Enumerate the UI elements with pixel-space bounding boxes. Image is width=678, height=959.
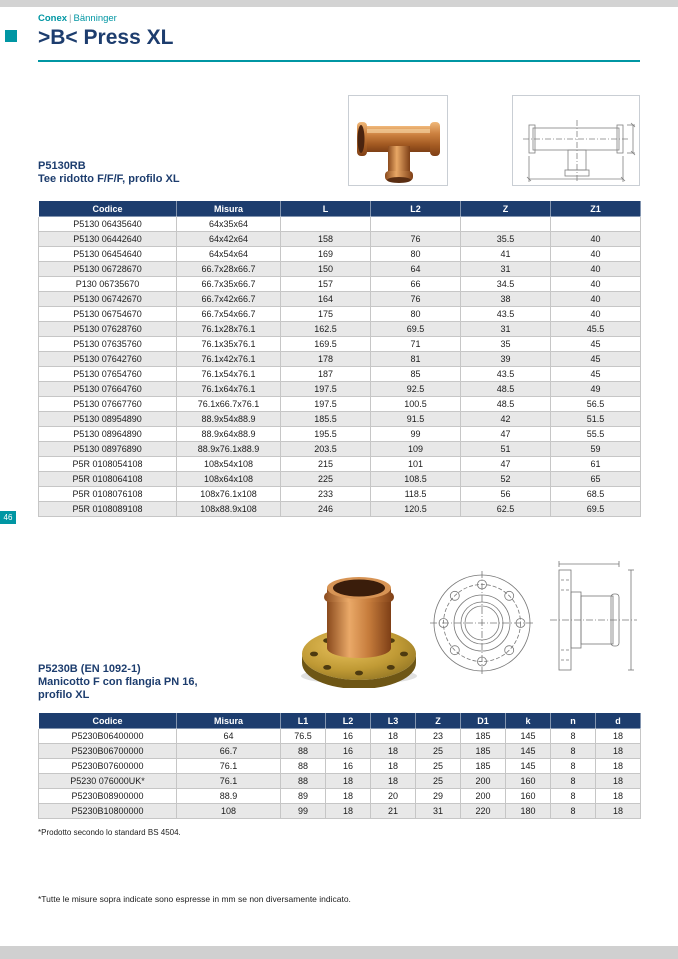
header-rule xyxy=(38,60,640,62)
brand-logo xyxy=(38,13,117,24)
section1-subtitle: Tee ridotto F/F/F, profilo XL xyxy=(38,173,180,185)
table-cell: 18 xyxy=(596,729,641,744)
table-cell: 178 xyxy=(281,352,371,367)
header-accent-square xyxy=(5,30,17,42)
table-cell: 45 xyxy=(551,337,641,352)
column-header: Z xyxy=(461,201,551,217)
table-cell: 108x88.9x108 xyxy=(177,502,281,517)
page-edge-top xyxy=(0,0,678,7)
column-header: Z xyxy=(416,713,461,729)
table-cell: P5230B07600000 xyxy=(39,759,177,774)
table-cell: 88 xyxy=(281,744,326,759)
table-cell: 34.5 xyxy=(461,277,551,292)
table-cell: 195.5 xyxy=(281,427,371,442)
table-cell: P5130 06728670 xyxy=(39,262,177,277)
table-cell: P5R 0108064108 xyxy=(39,472,177,487)
table-cell: P5130 07635760 xyxy=(39,337,177,352)
column-header: k xyxy=(506,713,551,729)
table-cell: 45 xyxy=(551,352,641,367)
table-cell: P5230B06400000 xyxy=(39,729,177,744)
table-row xyxy=(39,247,641,262)
table-cell: 108x64x108 xyxy=(177,472,281,487)
table-cell: 45 xyxy=(551,367,641,382)
table-cell: 88.9x64x88.9 xyxy=(177,427,281,442)
table-cell: P5130 07642760 xyxy=(39,352,177,367)
table-cell: 18 xyxy=(596,744,641,759)
table-cell: P5230 076000UK* xyxy=(39,774,177,789)
table-cell: 40 xyxy=(551,247,641,262)
table-cell: 76.1x66.7x76.1 xyxy=(177,397,281,412)
table-cell: 203.5 xyxy=(281,442,371,457)
table-cell: P5130 07664760 xyxy=(39,382,177,397)
table-cell: 25 xyxy=(416,759,461,774)
table-cell: 18 xyxy=(596,759,641,774)
table-cell: 158 xyxy=(281,232,371,247)
table-cell: 25 xyxy=(416,774,461,789)
column-header: D1 xyxy=(461,713,506,729)
table-row xyxy=(39,382,641,397)
table-cell: 18 xyxy=(596,804,641,819)
table-cell: 59 xyxy=(551,442,641,457)
table-cell: 55.5 xyxy=(551,427,641,442)
table-cell: P5130 06754670 xyxy=(39,307,177,322)
table-cell: 8 xyxy=(551,729,596,744)
table-cell: 47 xyxy=(461,457,551,472)
table-cell: 109 xyxy=(371,442,461,457)
table-cell: 145 xyxy=(506,729,551,744)
section1-heading xyxy=(38,160,180,186)
table-cell: 197.5 xyxy=(281,382,371,397)
table-cell: P5130 06742670 xyxy=(39,292,177,307)
table-cell: 69.5 xyxy=(371,322,461,337)
table-cell: 76.1x54x76.1 xyxy=(177,367,281,382)
table-cell: 215 xyxy=(281,457,371,472)
table-cell: 160 xyxy=(506,774,551,789)
table-row xyxy=(39,759,641,774)
table-cell: 31 xyxy=(461,322,551,337)
table-cell: 61 xyxy=(551,457,641,472)
table2-footnote: *Prodotto secondo lo standard BS 4504. xyxy=(38,828,181,837)
table-cell: 76 xyxy=(371,292,461,307)
table-cell: 108x54x108 xyxy=(177,457,281,472)
table-cell: 8 xyxy=(551,759,596,774)
table-cell: 64x35x64 xyxy=(177,217,281,232)
table-cell: 8 xyxy=(551,774,596,789)
table-row xyxy=(39,397,641,412)
table-row xyxy=(39,427,641,442)
table-row xyxy=(39,262,641,277)
table-cell: 21 xyxy=(371,804,416,819)
table-cell: 108 xyxy=(177,804,281,819)
table-cell: P5R 0108076108 xyxy=(39,487,177,502)
table-cell: 18 xyxy=(371,759,416,774)
flange-side-drawing xyxy=(545,558,640,685)
table-row xyxy=(39,217,641,232)
table-cell: 233 xyxy=(281,487,371,502)
flange-dimensions-table xyxy=(38,712,641,819)
table-cell: P5130 07654760 xyxy=(39,367,177,382)
table-cell: 43.5 xyxy=(461,307,551,322)
column-header: Misura xyxy=(177,713,281,729)
table-cell: 200 xyxy=(461,774,506,789)
table-cell: 76.1 xyxy=(177,759,281,774)
table-cell: 56 xyxy=(461,487,551,502)
tee-technical-drawing xyxy=(513,96,639,185)
table-cell: 8 xyxy=(551,744,596,759)
table-row xyxy=(39,337,641,352)
flange-product-photo xyxy=(293,558,425,688)
tee-photo-box xyxy=(348,95,448,186)
table-cell: 88 xyxy=(281,759,326,774)
table-cell: 66.7x35x66.7 xyxy=(177,277,281,292)
table-cell: 89 xyxy=(281,789,326,804)
table-cell: 88.9x54x88.9 xyxy=(177,412,281,427)
table-cell: P5R 0108089108 xyxy=(39,502,177,517)
table-header-row xyxy=(39,201,641,217)
table-cell: 64 xyxy=(371,262,461,277)
table-cell: 197.5 xyxy=(281,397,371,412)
page-title: >B< Press XL xyxy=(38,26,174,49)
table-row xyxy=(39,277,641,292)
table-cell: 145 xyxy=(506,744,551,759)
table-cell: 99 xyxy=(281,804,326,819)
table-row xyxy=(39,292,641,307)
table-cell: 16 xyxy=(326,729,371,744)
tee-dimensions-table xyxy=(38,200,641,517)
table-cell: 150 xyxy=(281,262,371,277)
table-cell: 41 xyxy=(461,247,551,262)
table-row xyxy=(39,487,641,502)
column-header: n xyxy=(551,713,596,729)
table-cell: 88 xyxy=(281,774,326,789)
table-cell: 225 xyxy=(281,472,371,487)
column-header: L3 xyxy=(371,713,416,729)
table-cell: 40 xyxy=(551,307,641,322)
table-cell: 18 xyxy=(326,789,371,804)
table-cell: 185 xyxy=(461,729,506,744)
tee-drawing-box xyxy=(512,95,640,186)
table-row xyxy=(39,502,641,517)
table-cell xyxy=(371,217,461,232)
table-row xyxy=(39,789,641,804)
table-row xyxy=(39,457,641,472)
table-cell: P5130 07628760 xyxy=(39,322,177,337)
table-cell: 47 xyxy=(461,427,551,442)
table-cell: 66 xyxy=(371,277,461,292)
section1-code: P5130RB xyxy=(38,160,86,172)
table-cell: P5130 08976890 xyxy=(39,442,177,457)
table-cell: 8 xyxy=(551,789,596,804)
table-cell: 31 xyxy=(416,804,461,819)
table-cell: 35 xyxy=(461,337,551,352)
section2-subtitle-line1: Manicotto F con flangia PN 16, xyxy=(38,676,198,688)
table-cell: 29 xyxy=(416,789,461,804)
table-cell: 160 xyxy=(506,789,551,804)
table-cell: 65 xyxy=(551,472,641,487)
page-edge-bottom xyxy=(0,946,678,959)
table-cell: 20 xyxy=(371,789,416,804)
table-cell: 43.5 xyxy=(461,367,551,382)
table-cell: 71 xyxy=(371,337,461,352)
table-cell: 76.1x35x76.1 xyxy=(177,337,281,352)
table-cell: 40 xyxy=(551,262,641,277)
table-cell: 18 xyxy=(326,774,371,789)
table-cell: 180 xyxy=(506,804,551,819)
table-cell: 62.5 xyxy=(461,502,551,517)
table-cell: P5130 08954890 xyxy=(39,412,177,427)
column-header: d xyxy=(596,713,641,729)
column-header: L2 xyxy=(326,713,371,729)
table-row xyxy=(39,774,641,789)
table-cell: 81 xyxy=(371,352,461,367)
table-cell: P5230B08900000 xyxy=(39,789,177,804)
table-cell: 157 xyxy=(281,277,371,292)
table-cell: 91.5 xyxy=(371,412,461,427)
table-cell: 120.5 xyxy=(371,502,461,517)
table-cell: 48.5 xyxy=(461,382,551,397)
table-cell: 52 xyxy=(461,472,551,487)
table-cell: 64x42x64 xyxy=(177,232,281,247)
table-cell: 118.5 xyxy=(371,487,461,502)
tee-product-photo xyxy=(349,96,447,185)
table-cell: 88.9x76.1x88.9 xyxy=(177,442,281,457)
table-row xyxy=(39,307,641,322)
table-cell: 92.5 xyxy=(371,382,461,397)
table-cell: 108.5 xyxy=(371,472,461,487)
table-cell: 187 xyxy=(281,367,371,382)
column-header: L2 xyxy=(371,201,461,217)
table-row xyxy=(39,472,641,487)
table-cell: 76.1x28x76.1 xyxy=(177,322,281,337)
table-cell: 18 xyxy=(371,744,416,759)
table-cell: 49 xyxy=(551,382,641,397)
table-cell: 76.1x64x76.1 xyxy=(177,382,281,397)
table-cell: 66.7x28x66.7 xyxy=(177,262,281,277)
table-cell: 42 xyxy=(461,412,551,427)
table-cell xyxy=(281,217,371,232)
table-cell: 169 xyxy=(281,247,371,262)
table-cell: 23 xyxy=(416,729,461,744)
table-cell: 66.7x42x66.7 xyxy=(177,292,281,307)
column-header: L xyxy=(281,201,371,217)
table-cell: 16 xyxy=(326,744,371,759)
table-cell: 64x54x64 xyxy=(177,247,281,262)
table-cell: 99 xyxy=(371,427,461,442)
table-cell: 45.5 xyxy=(551,322,641,337)
table-cell: 66.7 xyxy=(177,744,281,759)
table-cell: 80 xyxy=(371,247,461,262)
table-cell: 76.5 xyxy=(281,729,326,744)
brand-conex: Conex xyxy=(38,13,68,24)
table-cell: 68.5 xyxy=(551,487,641,502)
table-row xyxy=(39,412,641,427)
table-row xyxy=(39,729,641,744)
table-cell: P5130 07667760 xyxy=(39,397,177,412)
table-cell: 88.9 xyxy=(177,789,281,804)
table-cell: P5130 06442640 xyxy=(39,232,177,247)
table-cell: 145 xyxy=(506,759,551,774)
table-cell xyxy=(551,217,641,232)
table-cell: 220 xyxy=(461,804,506,819)
table-cell: 76.1x42x76.1 xyxy=(177,352,281,367)
column-header: Codice xyxy=(39,713,177,729)
table-cell: 69.5 xyxy=(551,502,641,517)
table-cell: 48.5 xyxy=(461,397,551,412)
table-cell: 85 xyxy=(371,367,461,382)
table-cell: 246 xyxy=(281,502,371,517)
table-cell: P5130 08964890 xyxy=(39,427,177,442)
flange-front-drawing xyxy=(428,562,536,684)
table-cell: P5230B10800000 xyxy=(39,804,177,819)
table-cell: P5130 06454640 xyxy=(39,247,177,262)
column-header: Misura xyxy=(177,201,281,217)
table-cell: 18 xyxy=(596,789,641,804)
table-row xyxy=(39,367,641,382)
page-number-tab: 46 xyxy=(0,511,16,524)
table-row xyxy=(39,322,641,337)
table-row xyxy=(39,744,641,759)
table-cell: 100.5 xyxy=(371,397,461,412)
table-row xyxy=(39,442,641,457)
column-header: L1 xyxy=(281,713,326,729)
table-row xyxy=(39,804,641,819)
bottom-measurement-note: *Tutte le misure sopra indicate sono espresse in mm se non diversamente indicato. xyxy=(38,894,351,904)
table-cell: P5230B06700000 xyxy=(39,744,177,759)
table-cell: 51 xyxy=(461,442,551,457)
table-cell: 25 xyxy=(416,744,461,759)
table-row xyxy=(39,352,641,367)
column-header: Codice xyxy=(39,201,177,217)
table-cell: 18 xyxy=(326,804,371,819)
table-cell: P5130 06435640 xyxy=(39,217,177,232)
section2-heading xyxy=(38,663,198,702)
table-cell: 76.1 xyxy=(177,774,281,789)
table-cell: 76 xyxy=(371,232,461,247)
table-cell: 108x76.1x108 xyxy=(177,487,281,502)
table-cell: 169.5 xyxy=(281,337,371,352)
table-cell: 200 xyxy=(461,789,506,804)
table-cell: 164 xyxy=(281,292,371,307)
table-cell: 175 xyxy=(281,307,371,322)
table-cell: 56.5 xyxy=(551,397,641,412)
table-cell: 51.5 xyxy=(551,412,641,427)
table-cell: 18 xyxy=(371,774,416,789)
table-cell: 31 xyxy=(461,262,551,277)
table-cell: 39 xyxy=(461,352,551,367)
table-row xyxy=(39,232,641,247)
table-cell: P130 06735670 xyxy=(39,277,177,292)
brand-banninger: Bänninger xyxy=(73,13,117,24)
table-cell: 40 xyxy=(551,292,641,307)
table-cell: 162.5 xyxy=(281,322,371,337)
table-cell: 35.5 xyxy=(461,232,551,247)
table-cell: 185 xyxy=(461,744,506,759)
brand-separator: | xyxy=(69,13,72,24)
table-header-row xyxy=(39,713,641,729)
table-cell: 64 xyxy=(177,729,281,744)
table-cell: 18 xyxy=(371,729,416,744)
table-cell: P5R 0108054108 xyxy=(39,457,177,472)
section2-subtitle-line2: profilo XL xyxy=(38,689,90,701)
table-cell xyxy=(461,217,551,232)
column-header: Z1 xyxy=(551,201,641,217)
table-cell: 66.7x54x66.7 xyxy=(177,307,281,322)
table-cell: 18 xyxy=(596,774,641,789)
table-cell: 40 xyxy=(551,232,641,247)
table-cell: 80 xyxy=(371,307,461,322)
section2-code: P5230B (EN 1092-1) xyxy=(38,663,141,675)
table-cell: 16 xyxy=(326,759,371,774)
table-cell: 38 xyxy=(461,292,551,307)
table-cell: 185 xyxy=(461,759,506,774)
table-cell: 101 xyxy=(371,457,461,472)
table-cell: 40 xyxy=(551,277,641,292)
table-cell: 8 xyxy=(551,804,596,819)
table-cell: 185.5 xyxy=(281,412,371,427)
